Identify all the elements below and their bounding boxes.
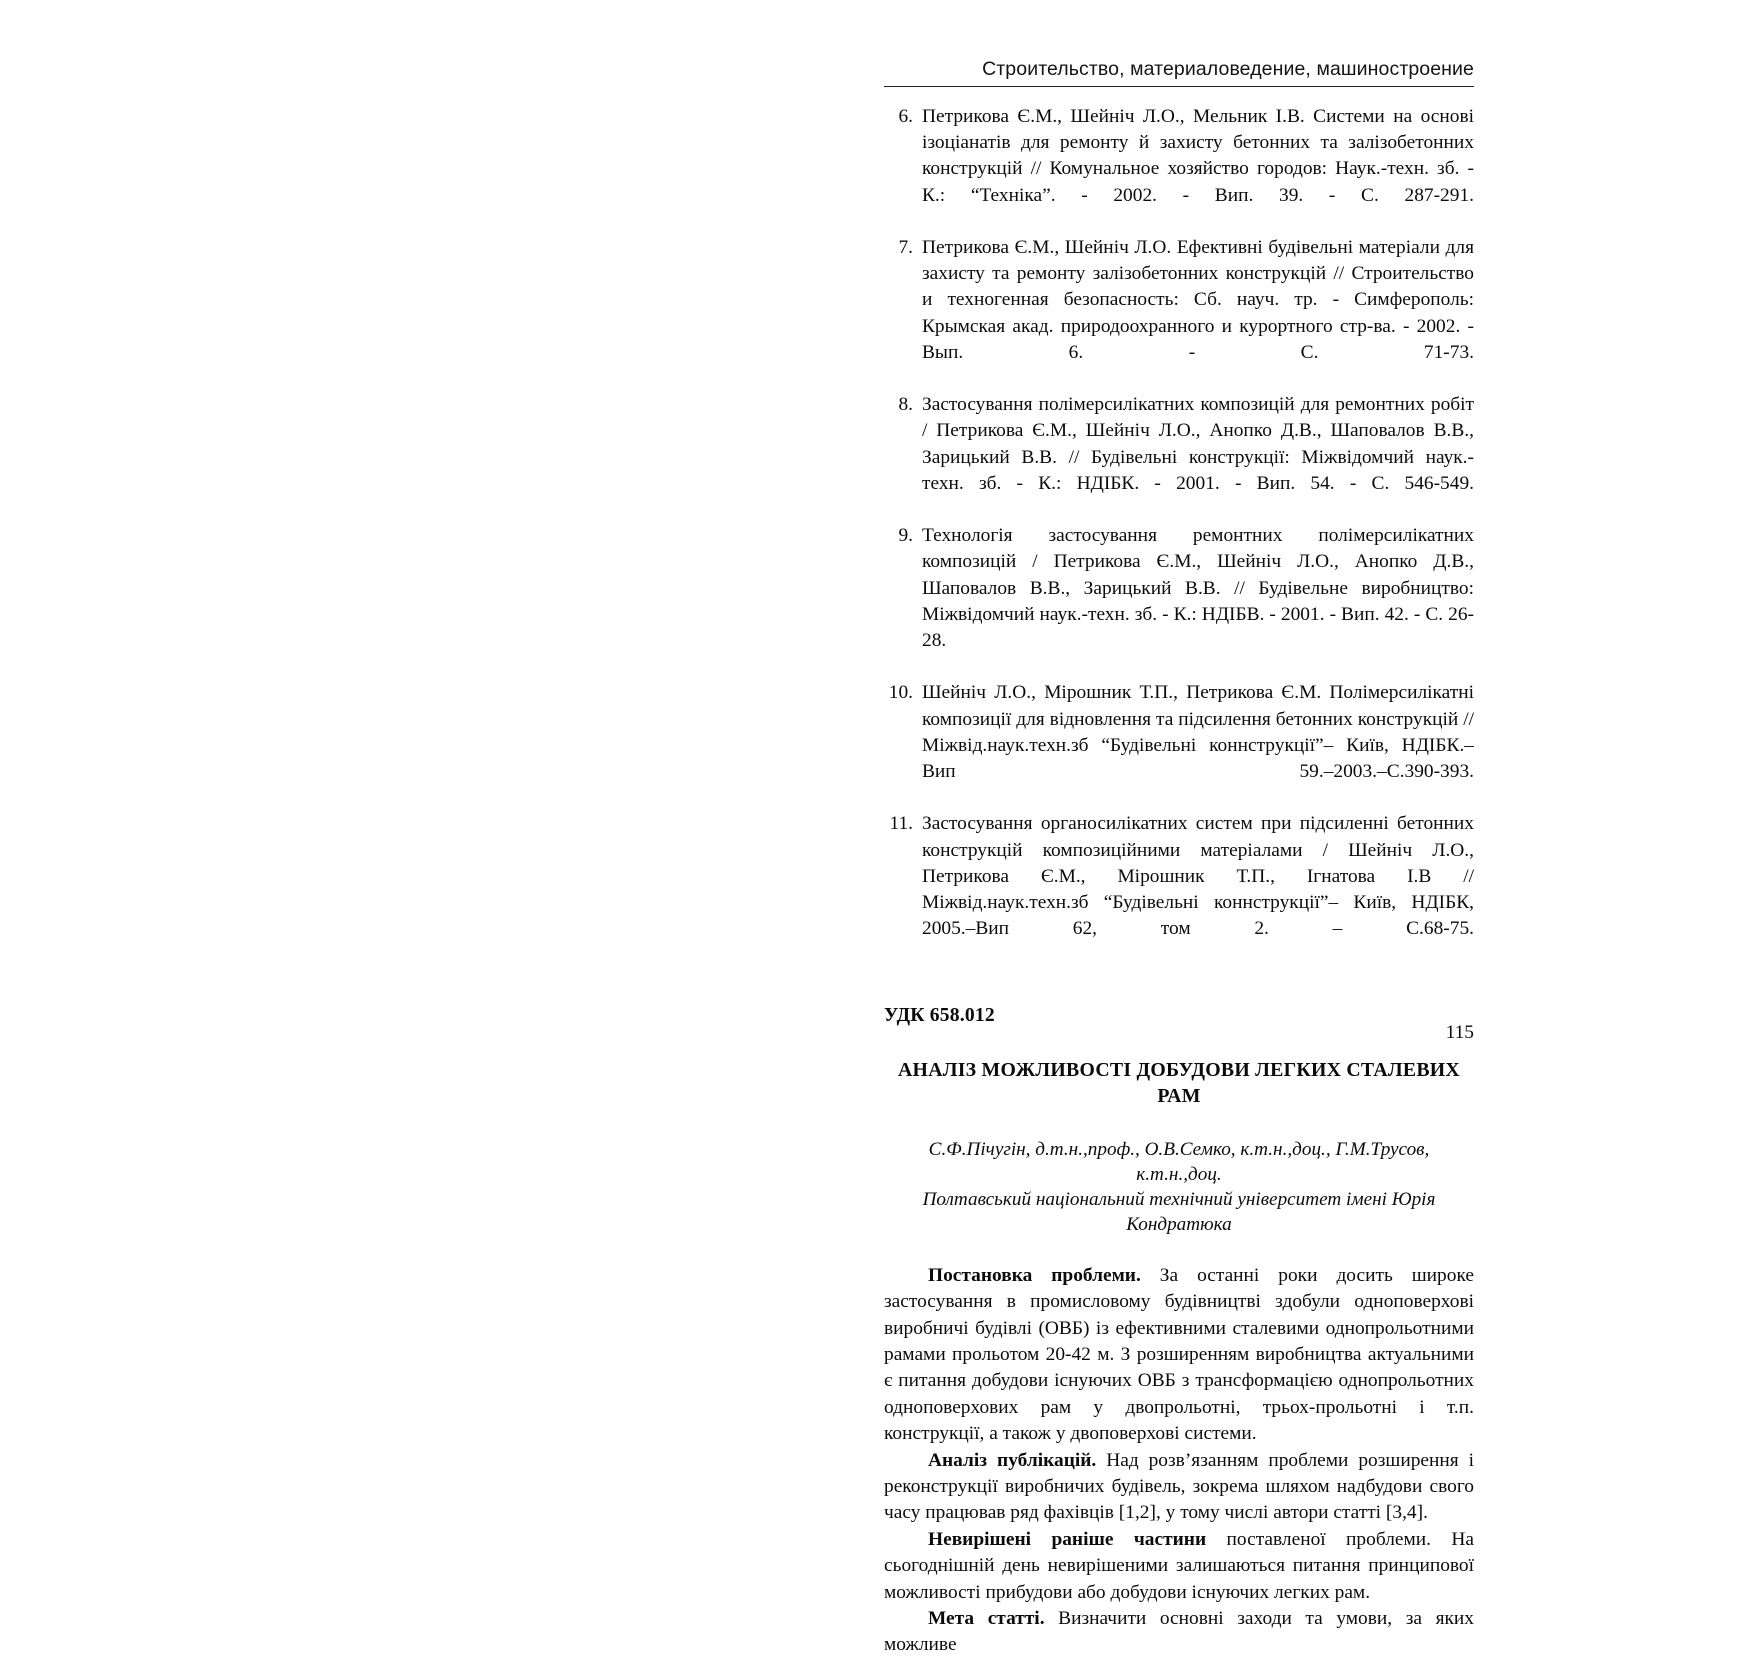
body-paragraph — [884, 1263, 1474, 1448]
paragraph-lead-in: Постановка проблеми. — [928, 1264, 1141, 1286]
paragraph-text: поставленої проблеми. На сьогоднішній день невирішеними залишаються питання принципової можливості прибудови або добудови існуючих легких рам. — [884, 1528, 1474, 1603]
body-paragraph — [884, 1606, 1474, 1659]
paragraph-lead-in: Мета статті. — [928, 1607, 1045, 1629]
reference-number: 6. — [898, 106, 913, 127]
reference-text: Застосування органосилікатних систем при підсиленні бетонних конструкцій композиційними матеріалами / Шейніч Л.О., Петрикова Є.М., Мірошник Т.П., Ігнатова І.В // Міжвід.наук.техн.зб “Будівельні коннструкції”– Київ, НДІБК, 2005.–Вип 62, том 2. – С.68-75. — [922, 813, 1474, 940]
reference-item — [884, 235, 1474, 392]
reference-text: Петрикова Є.М., Шейніч Л.О., Мельник І.В. Системи на основі ізоціанатів для ремонту й захисту бетонних та залізобетонних конструкцій // Комунальное хозяйство городов: Наук.-техн. зб. - К.: “Техніка”. - 2002. - Вип. 39. - С. 287-291. — [922, 106, 1474, 206]
body-paragraph — [884, 1527, 1474, 1606]
reference-number: 10. — [888, 682, 913, 704]
reference-number: 7. — [898, 237, 913, 259]
reference-item — [884, 104, 1474, 235]
reference-text: Застосування полімерсилікатних композицій для ремонтних робіт / Петрикова Є.М., Шейніч Л.О., Анопко Д.В., Шаповалов В.В., Зарицький В.В. // Будівельні конструкції: Міжвідомчий наук.-техн. зб. - К.: НДІБК. - 2001. - Вип. 54. - С. 546-549. — [922, 394, 1474, 494]
reference-item — [884, 680, 1474, 811]
paragraph-lead-in: Невирішені раніше частини — [928, 1528, 1207, 1550]
body-paragraph — [884, 1448, 1474, 1527]
reference-item — [884, 523, 1474, 680]
header-rule — [884, 86, 1474, 87]
reference-number: 11. — [889, 813, 913, 835]
text-column — [884, 104, 1474, 1659]
reference-item — [884, 392, 1474, 523]
reference-list — [884, 104, 1474, 969]
page-number: 115 — [1445, 1022, 1474, 1043]
article-affiliation: Полтавський національний технічний університет імені Юрія Кондратюка — [922, 1188, 1436, 1235]
reference-number: 9. — [898, 525, 913, 547]
article-title: АНАЛІЗ МОЖЛИВОСТІ ДОБУДОВИ ЛЕГКИХ СТАЛЕВИХ РАМ — [898, 1058, 1460, 1107]
running-header: Строительство, материаловедение, машиностроение — [982, 58, 1474, 80]
reference-text: Шейніч Л.О., Мірошник Т.П., Петрикова Є.М. Полімерсилікатні композиції для відновлення та підсилення бетонних конструкцій // Міжвід.наук.техн.зб “Будівельні коннструкції”– Київ, НДІБК.–Вип 59.–2003.–С.390-393. — [922, 682, 1474, 783]
paragraph-text: Визначити основні заходи та умови, за яких можливе — [884, 1607, 1474, 1656]
paragraph-text: Над розв’язанням проблеми розширення і реконструкції виробничих будівель, зокрема шляхом надбудови свого часу працював ряд фахівців [1,2], у тому числі автори статті [3,4]. — [884, 1449, 1474, 1524]
reference-number: 8. — [898, 394, 913, 416]
reference-item — [884, 811, 1474, 968]
article-authors: С.Ф.Пічугін, д.т.н.,проф., О.В.Семко, к.т.н.,доц., Г.М.Трусов, к.т.н.,доц. — [928, 1138, 1430, 1185]
udk-code: УДК 658.012 — [884, 1004, 995, 1026]
article-body — [884, 1263, 1474, 1659]
reference-text: Технологія застосування ремонтних полімерсилікатних композицій / Петрикова Є.М., Шейніч Л.О., Анопко Д.В., Шаповалов В.В., Зарицький В.В. // Будівельне виробництво: Міжвідомчий наук.-техн. зб. - К.: НДІБВ. - 2001. - Вип. 42. - С. 26-28. — [922, 525, 1474, 652]
reference-text: Петрикова Є.М., Шейніч Л.О. Ефективні будівельні матеріали для захисту та ремонту залізобетонних конструкцій // Строительство и техногенная безопасность: Сб. науч. тр. - Симферополь: Крымская акад. природоохранного и курортного стр-ва. - 2002. - Вып. 6. - С. 71-73. — [922, 237, 1474, 363]
paragraph-lead-in: Аналіз публікацій. — [928, 1449, 1097, 1471]
paragraph-text: За останні роки досить широке застосування в промисловому будівництві здобули одноповерхові виробничі будівлі (ОВБ) із ефективними сталевими однопрольотними рамами прольотом 20-42 м. З розширенням виробництва актуальними є питання добудови існуючих ОВБ з трансформацією однопрольотних одноповерхових рам у двопрольотні, трьох-прольотні і т.п. конструкції, а також у двоповерхові системи. — [884, 1264, 1474, 1445]
